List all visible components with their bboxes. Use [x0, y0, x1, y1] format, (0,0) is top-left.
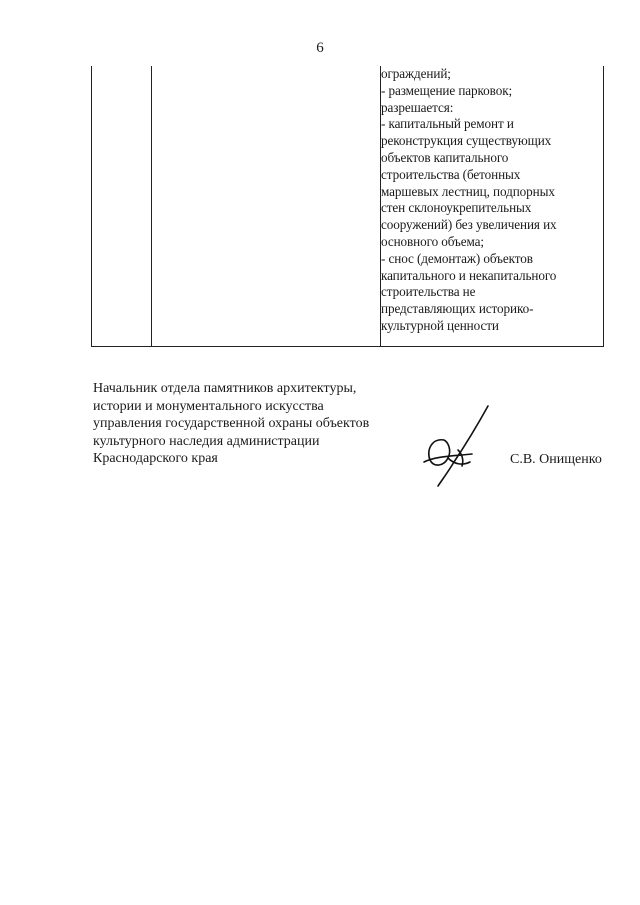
signatory-position-line: Начальник отдела памятников архитектуры,	[93, 381, 357, 396]
regulation-text-line: маршевых лестниц, подпорных	[381, 183, 555, 199]
regulation-text-line: основного объема;	[381, 233, 484, 249]
page-number: 6	[316, 40, 324, 56]
table-row	[92, 66, 604, 347]
regulation-text-line: сооружений) без увеличения их	[381, 217, 557, 233]
regulation-text-line: разрешается:	[381, 99, 454, 115]
regulations-table-container	[91, 66, 604, 347]
table-cell-zone	[152, 66, 381, 347]
signer-name: С.В. Онищенко	[510, 452, 602, 467]
regulation-text-line: стен склоноукрепительных	[381, 200, 532, 216]
regulation-text-line: ограждений;	[381, 66, 451, 81]
regulation-text-line: объектов капитального	[381, 149, 509, 165]
signatory-position-line: Краснодарского края	[93, 451, 218, 467]
regulation-text-line: строительства не	[381, 284, 476, 300]
regulation-text-line: представляющих историко-	[381, 301, 534, 317]
table-cell-regulations	[381, 66, 604, 347]
regulation-text-line: реконструкция существующих	[381, 133, 552, 149]
regulations-table	[91, 66, 604, 347]
regulation-text-line: - снос (демонтаж) объектов	[381, 250, 533, 266]
signatory-position-line: управления государственной охраны объектов	[93, 416, 370, 432]
table-cell-number	[92, 66, 152, 347]
regulation-text-line: капитального и некапитального	[381, 267, 557, 283]
signatory-position	[93, 380, 369, 468]
regulation-text-line: культурной ценности	[381, 317, 499, 333]
regulation-text-line: - размещение парковок;	[381, 82, 513, 98]
regulation-text-line: строительства (бетонных	[381, 166, 521, 182]
regulation-text-line: - капитальный ремонт и	[381, 116, 514, 132]
handwritten-signature	[418, 404, 498, 488]
signatory-position-line: истории и монументального искусства	[93, 398, 324, 414]
signatory-position-line: культурного наследия администрации	[93, 433, 320, 449]
